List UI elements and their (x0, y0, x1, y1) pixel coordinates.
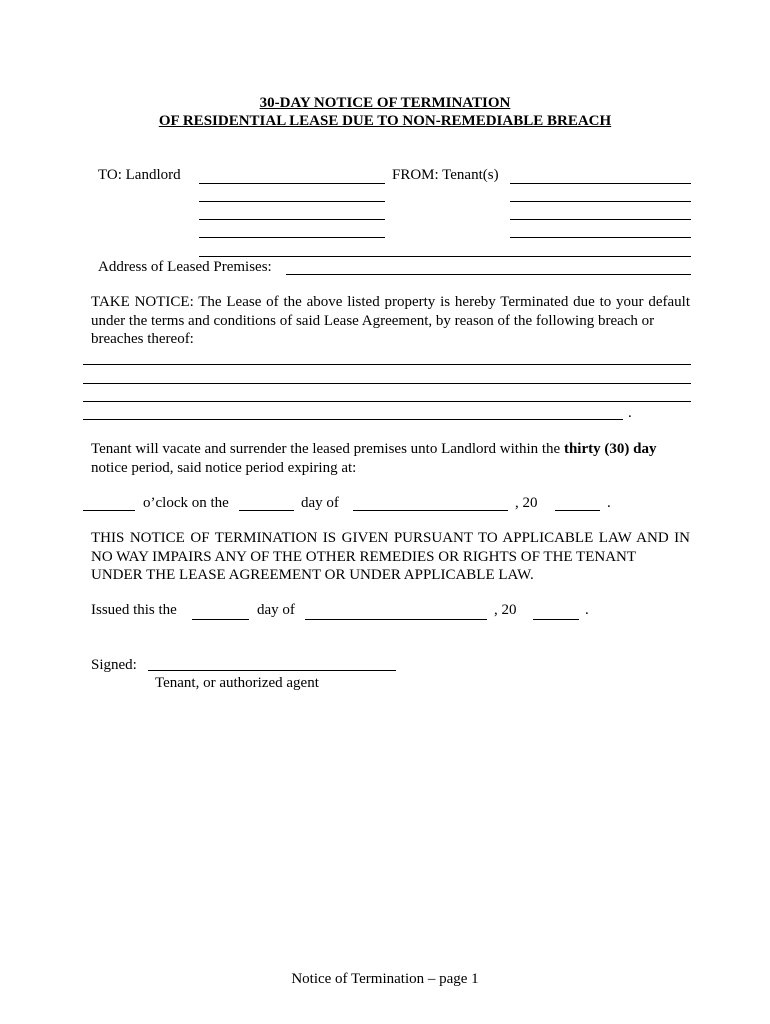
breach-line-3[interactable] (83, 401, 691, 402)
issued-day-line[interactable] (192, 619, 249, 620)
issued-month-line[interactable] (305, 619, 487, 620)
legal-text-end: UNDER THE LEASE AGREEMENT OR UNDER APPLICABLE LAW. (91, 567, 534, 583)
premises-label: Address of Leased Premises: (98, 259, 272, 275)
legal-text: THIS NOTICE OF TERMINATION IS GIVEN PURSUANT TO APPLICABLE LAW AND IN NO WAY IMPAIRS ANY OF THE OTHER REMEDIES OR RIGHTS OF THE TENANT (91, 530, 690, 565)
landlord-line-1[interactable] (199, 183, 385, 184)
breach-line-1[interactable] (83, 364, 691, 365)
take-notice-paragraph (91, 293, 690, 349)
issued-year-prefix: , 20 (494, 602, 517, 618)
breach-line-4[interactable] (83, 419, 623, 420)
expiry-year-prefix: , 20 (515, 495, 538, 511)
tenant-line-3[interactable] (510, 219, 691, 220)
vacate-paragraph (91, 440, 690, 477)
tenant-line-4[interactable] (510, 237, 691, 238)
signature-line[interactable] (148, 670, 396, 671)
breach-line-2[interactable] (83, 383, 691, 384)
expiry-month-line[interactable] (353, 510, 508, 511)
breach-period: . (628, 405, 632, 421)
landlord-line-3[interactable] (199, 219, 385, 220)
address-line-top[interactable] (199, 256, 691, 257)
issued-day-of-label: day of (257, 602, 295, 618)
expiry-year-line[interactable] (555, 510, 600, 511)
expiry-period: . (607, 495, 611, 511)
issued-period: . (585, 602, 589, 618)
signature-caption: Tenant, or authorized agent (155, 675, 319, 691)
landlord-line-2[interactable] (199, 201, 385, 202)
expiry-day-of-label: day of (301, 495, 339, 511)
take-notice-text: TAKE NOTICE: The Lease of the above listed property is hereby Terminated due to your default under the terms and conditions of said Lease Agreement, by reason of the following breach or (91, 294, 690, 329)
landlord-label: TO: Landlord (98, 167, 181, 183)
issued-label: Issued this the (91, 602, 177, 618)
expiry-hour-line[interactable] (83, 510, 135, 511)
vacate-text: Tenant will vacate and surrender the leased premises unto Landlord within the (91, 441, 564, 457)
document-title-line-2: OF RESIDENTIAL LEASE DUE TO NON-REMEDIABLE BREACH (158, 113, 612, 129)
landlord-line-4[interactable] (199, 237, 385, 238)
page-footer: Notice of Termination – page 1 (291, 971, 479, 987)
vacate-bold-term: thirty (30) day (563, 441, 657, 457)
legal-paragraph (91, 529, 690, 585)
tenant-label: FROM: Tenant(s) (392, 167, 499, 183)
oclock-label: o’clock on the (143, 495, 229, 511)
expiry-day-line[interactable] (239, 510, 294, 511)
issued-year-line[interactable] (533, 619, 579, 620)
tenant-line-1[interactable] (510, 183, 691, 184)
tenant-line-2[interactable] (510, 201, 691, 202)
vacate-text-end: notice period, said notice period expiring at: (91, 459, 357, 476)
document-title-line-1: 30-DAY NOTICE OF TERMINATION (259, 95, 511, 111)
premises-address-line[interactable] (286, 274, 691, 275)
signed-label: Signed: (91, 657, 137, 673)
take-notice-text-end: breaches thereof: (91, 331, 194, 347)
